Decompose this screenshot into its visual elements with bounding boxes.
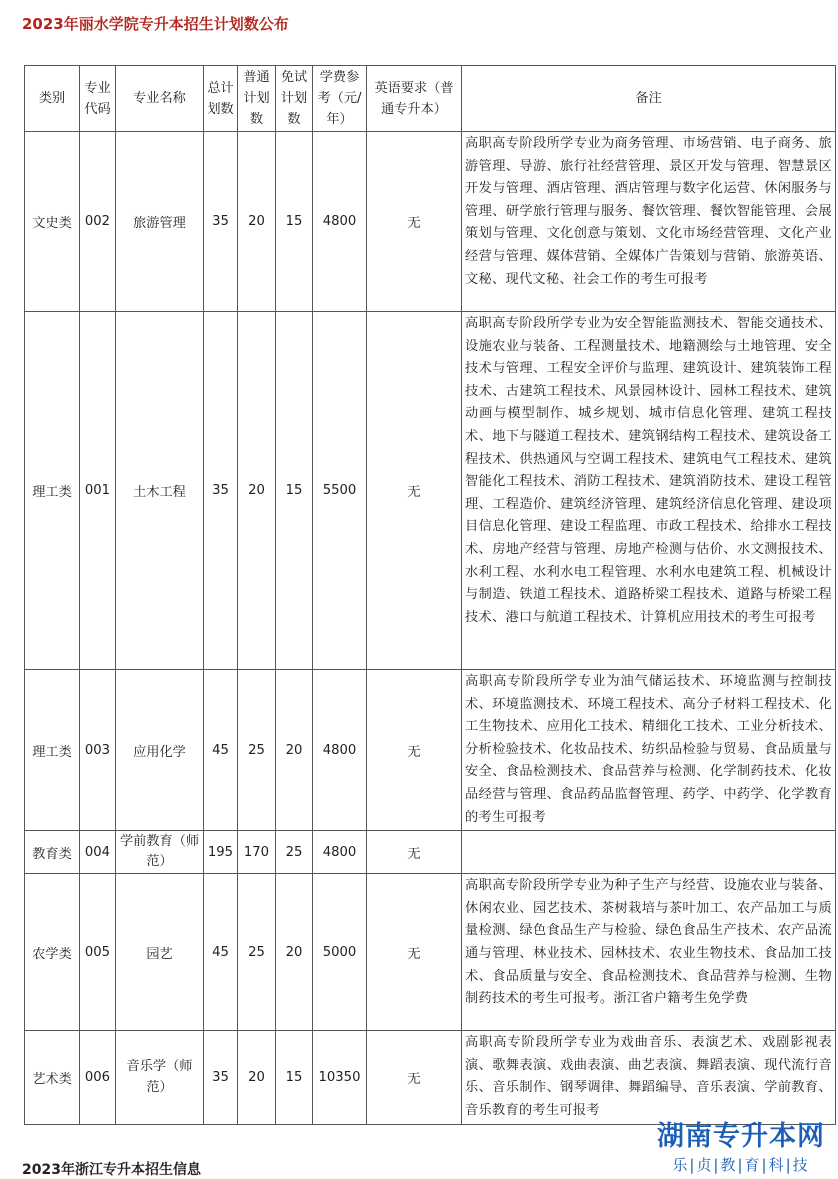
cell-english: 无 (367, 132, 462, 312)
cell-exempt: 20 (276, 874, 313, 1031)
cell-total: 35 (204, 312, 238, 670)
cell-major: 应用化学 (116, 670, 204, 831)
cell-total: 45 (204, 874, 238, 1031)
cell-major: 音乐学（师范） (116, 1031, 204, 1124)
cell-category: 农学类 (25, 874, 80, 1031)
cell-regular: 20 (238, 1031, 276, 1124)
footer-caption: 2023年浙江专升本招生信息 (22, 1162, 201, 1178)
table-header-row (25, 66, 836, 132)
cell-notes (462, 831, 836, 874)
cell-code: 001 (80, 312, 116, 670)
cell-regular: 20 (238, 132, 276, 312)
table-row (25, 312, 836, 670)
cell-tuition: 4800 (313, 670, 367, 831)
cell-regular: 25 (238, 670, 276, 831)
cell-english: 无 (367, 874, 462, 1031)
cell-category: 理工类 (25, 670, 80, 831)
cell-code: 006 (80, 1031, 116, 1124)
table-row (25, 831, 836, 874)
header-major: 专业名称 (116, 66, 204, 132)
cell-english: 无 (367, 670, 462, 831)
cell-major: 学前教育（师范） (116, 831, 204, 874)
cell-total: 195 (204, 831, 238, 874)
cell-notes: 高职高专阶段所学专业为戏曲音乐、表演艺术、戏剧影视表演、歌舞表演、戏曲表演、曲艺表演、舞蹈表演、现代流行音乐、音乐制作、钢琴调律、舞蹈编导、音乐表演、学前教育、音乐教育的考生可报考 (462, 1031, 836, 1124)
header-english: 英语要求（普通专升本） (367, 66, 462, 132)
cell-category: 理工类 (25, 312, 80, 670)
table-row (25, 670, 836, 831)
cell-tuition: 5500 (313, 312, 367, 670)
cell-tuition: 10350 (313, 1031, 367, 1124)
table-row (25, 1031, 836, 1124)
page-title: 2023年丽水学院专升本招生计划数公布 (22, 15, 289, 33)
cell-tuition: 4800 (313, 132, 367, 312)
cell-exempt: 15 (276, 1031, 313, 1124)
cell-category: 文史类 (25, 132, 80, 312)
cell-tuition: 5000 (313, 874, 367, 1031)
header-tuition: 学费参考（元/年） (313, 66, 367, 132)
cell-exempt: 15 (276, 312, 313, 670)
header-code: 专业代码 (80, 66, 116, 132)
header-exempt: 免试计划数 (276, 66, 313, 132)
header-total: 总计划数 (204, 66, 238, 132)
brand-slogan: 乐|贞|教|育|科|技 (672, 1156, 810, 1174)
cell-notes: 高职高专阶段所学专业为商务管理、市场营销、电子商务、旅游管理、导游、旅行社经营管理、景区开发与管理、智慧景区开发与管理、酒店管理、酒店管理与数字化运营、休闲服务与管理、研学旅行管理与服务、餐饮管理、餐饮智能管理、会展策划与管理、文化创意与策划、文化市场经营管理、文化产业经营与管理、媒体营销、全媒体广告策划与营销、旅游英语、文秘、现代文秘、社会工作的考生可报考 (462, 132, 836, 312)
cell-regular: 20 (238, 312, 276, 670)
cell-major: 旅游管理 (116, 132, 204, 312)
cell-notes: 高职高专阶段所学专业为油气储运技术、环境监测与控制技术、环境监测技术、环境工程技术、高分子材料工程技术、化工生物技术、应用化工技术、精细化工技术、工业分析技术、分析检验技术、化妆品技术、纺织品检验与贸易、食品质量与安全、食品检测技术、食品营养与检测、化学制药技术、化妆品经营与管理、食品药品监督管理、药学、中药学、化学教育的考生可报考 (462, 670, 836, 831)
cell-exempt: 25 (276, 831, 313, 874)
cell-total: 45 (204, 670, 238, 831)
cell-code: 004 (80, 831, 116, 874)
cell-english: 无 (367, 1031, 462, 1124)
brand-logo (648, 1121, 834, 1175)
table-row (25, 874, 836, 1031)
cell-notes: 高职高专阶段所学专业为种子生产与经营、设施农业与装备、休闲农业、园艺技术、茶树栽培与茶叶加工、农产品加工与质量检测、绿色食品生产与检验、绿色食品生产技术、农产品流通与管理、林业技术、园林技术、农业生物技术、食品加工技术、食品质量与安全、食品检测技术、食品营养与检测、生物制药技术的考生可报考。浙江省户籍考生免学费 (462, 874, 836, 1031)
cell-major: 园艺 (116, 874, 204, 1031)
cell-code: 003 (80, 670, 116, 831)
cell-regular: 25 (238, 874, 276, 1031)
cell-total: 35 (204, 132, 238, 312)
cell-major: 土木工程 (116, 312, 204, 670)
cell-category: 艺术类 (25, 1031, 80, 1124)
enrollment-plan-table (24, 65, 836, 1125)
cell-regular: 170 (238, 831, 276, 874)
cell-code: 002 (80, 132, 116, 312)
cell-total: 35 (204, 1031, 238, 1124)
cell-notes: 高职高专阶段所学专业为安全智能监测技术、智能交通技术、设施农业与装备、工程测量技术、地籍测绘与土地管理、安全技术与管理、工程安全评价与监理、建筑设计、建筑装饰工程技术、古建筑工程技术、风景园林设计、园林工程技术、建筑动画与模型制作、城乡规划、城市信息化管理、建筑工程技术、地下与隧道工程技术、建筑钢结构工程技术、建筑设备工程技术、供热通风与空调工程技术、建筑电气工程技术、建筑智能化工程技术、消防工程技术、建筑消防技术、建设工程管理、工程造价、建筑经济管理、建筑经济信息化管理、建设项目信息化管理、建设工程监理、市政工程技术、给排水工程技术、房地产经营与管理、房地产检测与估价、水文测报技术、水利工程、水利水电工程管理、水利水电建筑工程、机械设计与制造、铁道工程技术、道路桥梁工程技术、道路与桥梁工程技术、港口与航道工程技术、计算机应用技术的考生可报考 (462, 312, 836, 670)
header-category: 类别 (25, 66, 80, 132)
cell-tuition: 4800 (313, 831, 367, 874)
cell-exempt: 20 (276, 670, 313, 831)
brand-name: 湖南专升本网 (657, 1121, 825, 1152)
cell-english: 无 (367, 312, 462, 670)
cell-exempt: 15 (276, 132, 313, 312)
cell-category: 教育类 (25, 831, 80, 874)
header-notes: 备注 (462, 66, 836, 132)
cell-code: 005 (80, 874, 116, 1031)
header-regular: 普通计划数 (238, 66, 276, 132)
table-row (25, 132, 836, 312)
cell-english: 无 (367, 831, 462, 874)
